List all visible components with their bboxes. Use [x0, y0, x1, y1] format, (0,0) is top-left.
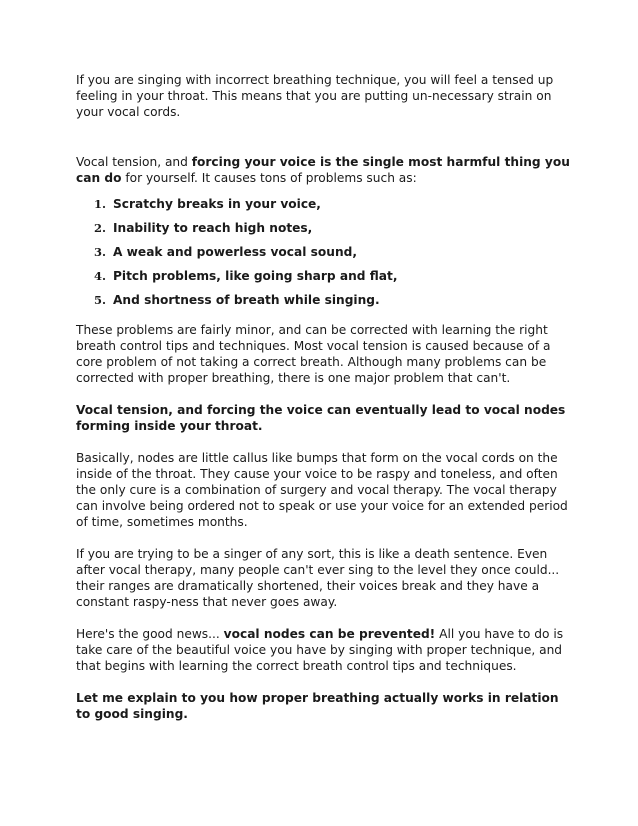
document-page: [76, 72, 570, 722]
list-item: [76, 292, 570, 308]
list-item: [76, 220, 570, 236]
good-news-bold: vocal nodes can be prevented!: [223, 627, 436, 641]
list-item-number: 3.: [94, 245, 107, 259]
list-item-text: Scratchy breaks in your voice,: [113, 197, 321, 211]
problems-list: [76, 196, 570, 308]
list-item-number: 1.: [94, 197, 107, 211]
tension-text-end: for yourself. It causes tons of problems such as:: [121, 171, 417, 185]
list-item-number: 5.: [94, 293, 107, 307]
minor-problems-paragraph: These problems are fairly minor, and can be corrected with learning the right breath control tips and techniques. Most vocal tension is caused because of a core problem of not taking a correct breath. Although many problems can be corrected with proper breathing, there is one major problem that can't.: [76, 323, 551, 385]
nodes-warning-paragraph: [76, 402, 570, 434]
list-item-text: Pitch problems, like going sharp and flat,: [113, 269, 398, 283]
nodes-explanation-paragraph: Basically, nodes are little callus like bumps that form on the vocal cords on the inside of the throat. They cause your voice to be raspy and toneless, and often the only cure is a combination of surgery and vocal therapy. The vocal therapy can involve being ordered not to speak or use your voice for an extended period of time, sometimes months.: [76, 451, 568, 529]
tension-text-start: Vocal tension, and: [76, 155, 192, 169]
list-item-text: And shortness of breath while singing.: [113, 293, 380, 307]
tension-paragraph: [76, 154, 570, 186]
tension-text-bold: forcing your voice is the single most harmful thing you can do: [76, 155, 570, 185]
good-news-paragraph: [76, 626, 570, 674]
list-item: [76, 244, 570, 260]
list-item-text: Inability to reach high notes,: [113, 221, 313, 235]
list-item-number: 2.: [94, 221, 107, 235]
closing-paragraph: [76, 690, 570, 722]
closing-text: Let me explain to you how proper breathing actually works in relation to good singing.: [76, 691, 559, 721]
list-item: [76, 196, 570, 212]
good-news-end: All you have to do is take care of the beautiful voice you have by singing with proper technique, and that begins with learning the correct breath control tips and techniques.: [76, 627, 564, 673]
intro-paragraph: If you are singing with incorrect breathing technique, you will feel a tensed up feeling in your throat. This means that you are putting un-necessary strain on your vocal cords.: [76, 73, 554, 119]
list-item: [76, 268, 570, 284]
nodes-warning-text: Vocal tension, and forcing the voice can eventually lead to vocal nodes forming inside your throat.: [76, 403, 566, 433]
list-item-text: A weak and powerless vocal sound,: [113, 245, 357, 259]
list-item-number: 4.: [94, 269, 107, 283]
death-sentence-paragraph: If you are trying to be a singer of any sort, this is like a death sentence. Even after vocal therapy, many people can't ever sing to the level they once could... their ranges are dramatically shortened, their voices break and they have a constant raspy-ness that never goes away.: [76, 547, 560, 609]
good-news-start: Here's the good news...: [76, 627, 224, 641]
